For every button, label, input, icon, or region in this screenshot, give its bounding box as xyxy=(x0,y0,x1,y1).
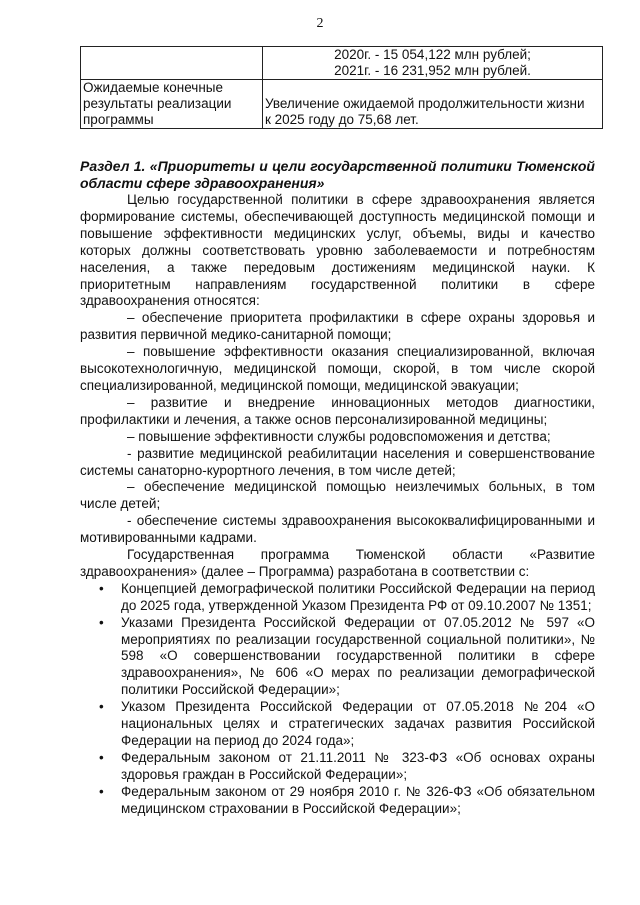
program-passport-table xyxy=(80,46,603,129)
list-item xyxy=(80,615,595,700)
list-item xyxy=(80,784,595,818)
intro-paragraph: Целью государственной политики в сфере здравоохранения является формирование системы, обеспечивающей доступность медицинской помощи и повышение эффективности медицинских услуг, объемы, виды и качество которых должны соответствовать уровню заболеваемости и потребностям населения, а также передовым достижениям медицинской науки. К приоритетным направлениям государственной политики в сфере здравоохранения относятся: xyxy=(80,192,595,309)
section-heading: Раздел 1. «Приоритеты и цели государственной политики Тюменской области сфере здравоохранения» xyxy=(80,158,595,191)
bullet-icon: • xyxy=(99,699,104,715)
list-item xyxy=(80,750,595,784)
priority-item: – развитие и внедрение инновационных методов диагностики, профилактики и лечения, а также основ персонализированной медицины; xyxy=(80,394,595,427)
priority-item: – обеспечение приоритета профилактики в сфере охраны здоровья и развития первичной медико-санитарной помощи; xyxy=(80,310,595,343)
list-item-text: Федеральным законом от 29 ноября 2010 г. № 326-ФЗ «Об обязательном медицинском страховании в Российской Федерации»; xyxy=(121,783,595,816)
table-row xyxy=(81,80,603,129)
list-item xyxy=(80,581,595,615)
funding-2021: 2021г. - 16 231,952 млн рублей. xyxy=(334,63,531,78)
bullet-icon: • xyxy=(99,783,104,799)
priority-item: - развитие медицинской реабилитации населения и совершенствование системы санаторно-курортного лечения, в том числе детей; xyxy=(80,445,595,478)
legal-basis-list xyxy=(80,581,595,818)
priority-item: – повышение эффективности оказания специализированной, включая высокотехнологичную, медицинской помощи, скорой, в том числе скорой специализированной, медицинской помощи, медицинской эвакуации; xyxy=(80,344,595,393)
list-item-text: Указом Президента Российской Федерации от 07.05.2018 №204 «О национальных целях и стратегических задачах развития Российской Федерации на период до 2024 года»; xyxy=(121,699,595,748)
value-line: Увеличение ожидаемой продолжительности жизни xyxy=(265,96,585,111)
bullet-icon: • xyxy=(99,580,104,596)
expected-results-value xyxy=(263,80,603,129)
label-line: Ожидаемые конечные xyxy=(83,80,223,95)
list-item-text: Указами Президента Российской Федерации от 07.05.2012 № 597 «О мероприятиях по реализации государственной социальной политики», № 598 «О совершенствовании государственной политики в сфере здравоохранения», № 606 «О мерах по реализации демографической политики Российской Федерации»; xyxy=(121,614,595,698)
priority-item: – обеспечение медицинской помощью неизлечимых больных, в том числе детей; xyxy=(80,479,595,512)
priority-item: – повышение эффективности службы родовспоможения и детства; xyxy=(127,428,551,444)
value-line: к 2025 году до 75,68 лет. xyxy=(265,112,419,127)
table-cell-empty xyxy=(81,47,263,80)
program-intro-paragraph: Государственная программа Тюменской области «Развитие здравоохранения» (далее – Программа) разработана в соответствии с: xyxy=(80,547,595,579)
funding-cell xyxy=(263,47,603,80)
expected-results-label xyxy=(81,80,263,129)
list-item-text: Концепцией демографической политики Российской Федерации на период до 2025 года, утвержденной Указом Президента РФ от 09.10.2007 № 1351; xyxy=(121,580,595,613)
list-item xyxy=(80,699,595,750)
list-item-text: Федеральным законом от 21.11.2011 № 323-ФЗ «Об основах охраны здоровья граждан в Российской Федерации»; xyxy=(121,749,595,782)
funding-2020: 2020г. - 15 054,122 млн рублей; xyxy=(334,47,531,62)
section-body xyxy=(80,158,595,818)
table-row xyxy=(81,47,603,80)
priority-item: - обеспечение системы здравоохранения высококвалифицированными и мотивированными кадрами. xyxy=(80,513,595,546)
bullet-icon: • xyxy=(99,614,104,630)
bullet-icon: • xyxy=(99,749,104,765)
label-line: программы xyxy=(83,112,154,127)
label-line: результаты реализации xyxy=(83,96,232,111)
page-number: 2 xyxy=(316,16,324,31)
